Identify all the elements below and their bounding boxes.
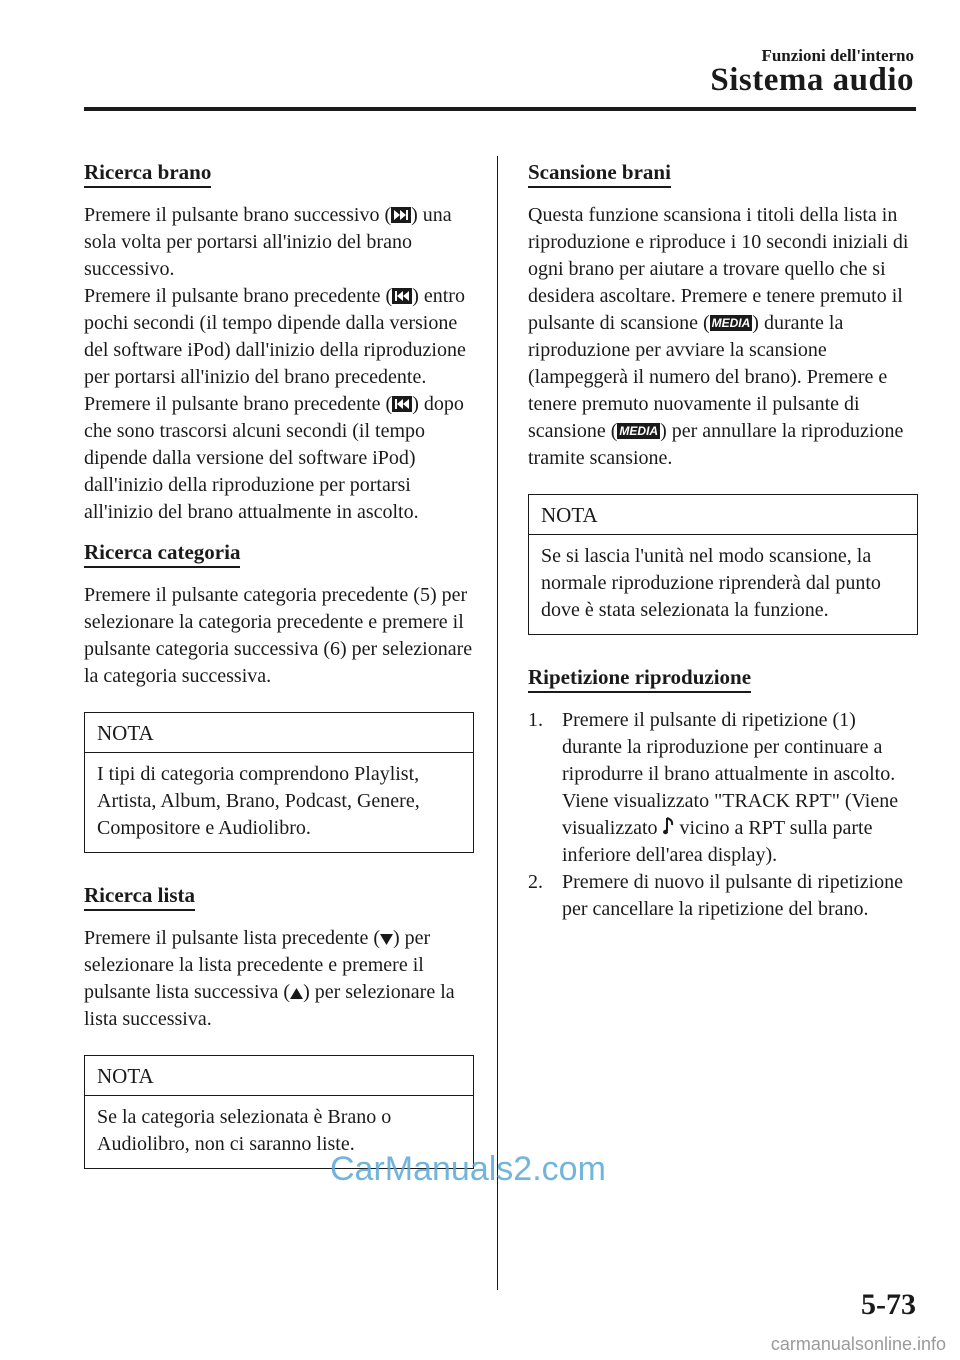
note-box bbox=[528, 494, 918, 635]
track-prev-icon bbox=[392, 396, 412, 412]
list-search-section bbox=[84, 883, 474, 1169]
media-button-icon: MEDIA bbox=[619, 424, 659, 438]
triangle-down-icon bbox=[380, 933, 393, 946]
header-title: Sistema audio bbox=[710, 62, 914, 98]
note-title: NOTA bbox=[85, 713, 473, 753]
list-item: 2. Premere di nuovo il pulsante di ripetizione per cancellare la ripetizione del brano. bbox=[528, 871, 904, 920]
list-search-text: Premere il pulsante lista precedente ( ) per selezionare la lista precedente e premere il pulsante lista successiva ( ) per selezionare la lista successiva. bbox=[84, 927, 455, 1030]
repeat-steps bbox=[528, 707, 918, 923]
list-search-heading: Ricerca lista bbox=[84, 883, 195, 911]
scan-section bbox=[528, 160, 918, 635]
repeat-section bbox=[528, 665, 918, 923]
watermark: CarManuals2.com bbox=[330, 1150, 606, 1188]
note-text: Se la categoria selezionata è Brano o Audiolibro, non ci saranno liste. bbox=[97, 1106, 392, 1155]
note-title: NOTA bbox=[85, 1056, 473, 1096]
track-prev-icon bbox=[392, 288, 412, 304]
page-number: 5-73 bbox=[861, 1288, 916, 1321]
header-rule bbox=[84, 107, 916, 111]
column-divider bbox=[497, 156, 498, 1290]
repeat-heading: Ripetizione riproduzione bbox=[528, 665, 751, 693]
right-column bbox=[528, 160, 918, 937]
list-item: 1. Premere il pulsante di ripetizione (1) durante la riproduzione per continuare a riprodurre il brano attualmente in ascolto. Viene visualizzato "TRACK RPT" (Viene visualizzato vicino a RPT sulla parte inferiore dell'area display). bbox=[528, 709, 899, 866]
track-search-text: Premere il pulsante brano successivo ( ) una sola volta per portarsi all'inizio del brano successivo. Premere il pulsante brano precedente ( ) entro pochi secondi (il tempo dipende dalla versione del software iPod) dall'inizio della riproduzione per portarsi all'inizio del brano precedente. Premere il pulsante brano precedente ( ) dopo che sono trascorsi alcuni secondi (il tempo dipende dalla versione del software iPod) dall'inizio della riproduzione per portarsi all'inizio del brano attualmente in ascolto. bbox=[84, 204, 466, 523]
triangle-up-icon bbox=[290, 987, 303, 1000]
scan-text: Questa funzione scansiona i titoli della lista in riproduzione e riproduce i 10 secondi iniziali di ogni brano per aiutare a trovare quello che si desidera ascoltare. Premere e tenere premuto il pulsante di scansione ( MEDIA ) durante la riproduzione per avviare la scansione (lampeggerà il numero del brano). Premere e tenere premuto nuovamente il pulsante di scansione ( MEDIA ) per annullare la riproduzione tramite scansione. bbox=[528, 204, 909, 469]
header-subtitle: Funzioni dell'interno bbox=[761, 46, 914, 65]
track-next-icon bbox=[391, 207, 411, 223]
category-search-text: Premere il pulsante categoria precedente (5) per selezionare la categoria precedente e premere il pulsante categoria successiva (6) per selezionare la categoria successiva. bbox=[84, 584, 473, 687]
media-button-icon: MEDIA bbox=[711, 316, 751, 330]
category-search-heading: Ricerca categoria bbox=[84, 540, 240, 568]
note-box bbox=[84, 712, 474, 853]
note-text: Se si lascia l'unità nel modo scansione, la normale riproduzione riprenderà dal punto dove è stata selezionata la funzione. bbox=[541, 545, 881, 621]
note-title: NOTA bbox=[529, 495, 917, 535]
note-text: I tipi di categoria comprendono Playlist, Artista, Album, Brano, Podcast, Genere, Compositore e Audiolibro. bbox=[97, 763, 420, 839]
track-search-heading: Ricerca brano bbox=[84, 160, 211, 188]
scan-heading: Scansione brani bbox=[528, 160, 671, 188]
music-note-icon bbox=[663, 816, 675, 836]
category-search-section bbox=[84, 540, 474, 853]
footer-watermark: carmanualsonline.info bbox=[770, 1334, 946, 1354]
left-column bbox=[84, 160, 474, 1199]
track-search-section bbox=[84, 160, 474, 526]
